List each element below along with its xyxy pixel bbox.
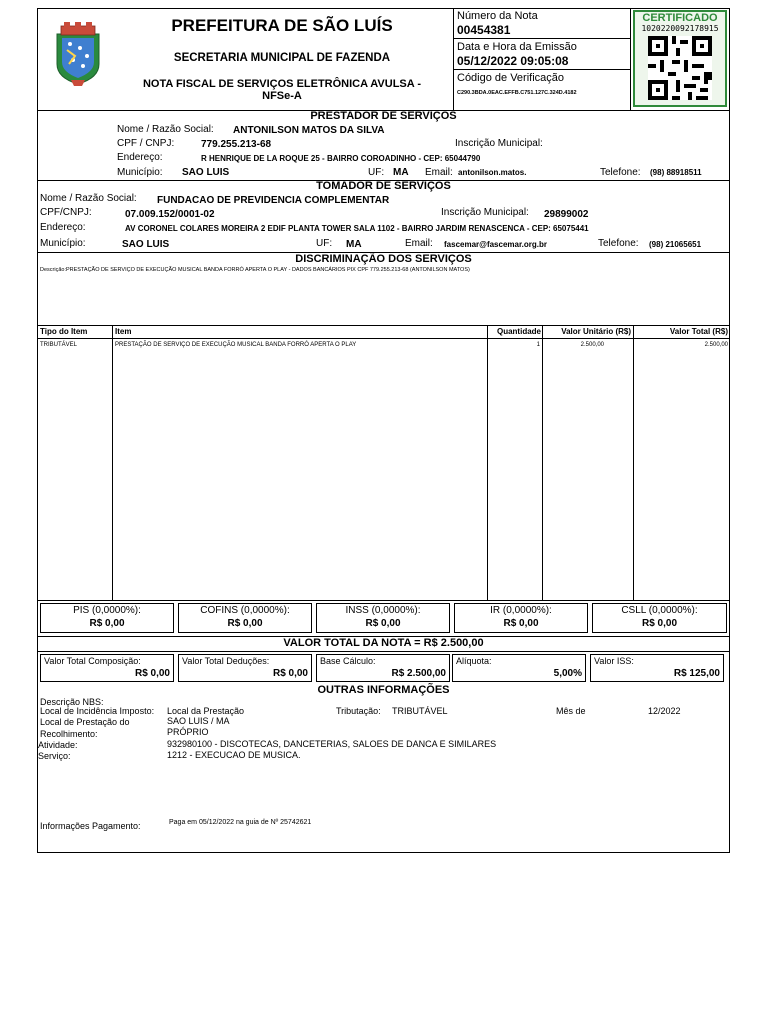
prestador-phone-label: Telefone: <box>600 167 641 178</box>
prestador-phone: (98) 88918511 <box>650 168 702 177</box>
prestador-uf: MA <box>393 167 409 178</box>
tomador-name-label: Nome / Razão Social: <box>40 193 137 204</box>
secretaria-name: SECRETARIA MUNICIPAL DE FAZENDA <box>173 52 391 64</box>
servico-value: 1212 - EXECUCAO DE MUSICA. <box>167 750 301 760</box>
discriminacao-section-title: DISCRIMINAÇÃO DOS SERVIÇOS <box>295 253 472 265</box>
total-value: R$ 2.500,00 <box>391 668 446 679</box>
mes-value: 12/2022 <box>648 706 681 716</box>
row-unitario: 2.500,00 <box>580 342 604 348</box>
verification-code-label: Código de Verificação <box>457 72 565 84</box>
tax-box-csll <box>592 603 727 633</box>
tributacao-value: TRIBUTÁVEL <box>392 706 448 716</box>
city-coat-of-arms <box>49 20 107 88</box>
tomador-cpf: 07.009.152/0001-02 <box>125 209 215 220</box>
incidencia-label: Local de Incidência Imposto: <box>40 706 155 716</box>
tomador-section-title: TOMADOR DE SERVIÇOS <box>316 180 451 192</box>
tomador-email-label: Email: <box>405 238 433 249</box>
prestador-cpf-label: CPF / CNPJ: <box>117 138 175 149</box>
col-header-quantidade: Quantidade <box>496 327 541 336</box>
tax-box-cofins <box>178 603 312 633</box>
prestador-address: R HENRIQUE DE LA ROQUE 25 - BAIRRO COROADINHO - CEP: 65044790 <box>201 154 481 163</box>
prestacao-value-2: PRÓPRIO <box>167 727 209 737</box>
tax-label: PIS (0,0000%): <box>73 605 141 616</box>
total-label: Base Cálculo: <box>320 656 376 666</box>
tomador-phone-label: Telefone: <box>598 238 639 249</box>
prestador-name-label: Nome / Razão Social: <box>117 124 214 135</box>
tomador-phone: (98) 21065651 <box>649 240 702 249</box>
prestador-city-label: Município: <box>117 167 163 178</box>
tax-label: INSS (0,0000%): <box>345 605 421 616</box>
total-label: Valor ISS: <box>594 656 634 666</box>
tomador-city-label: Município: <box>40 238 86 249</box>
tomador-cpf-label: CPF/CNPJ: <box>40 207 92 218</box>
invoice-total: VALOR TOTAL DA NOTA = R$ 2.500,00 <box>283 637 484 649</box>
tomador-city: SAO LUIS <box>122 239 170 250</box>
certificate-number: 1020220092178915 <box>641 24 719 33</box>
col-header-total: Valor Total (R$) <box>669 327 728 336</box>
city-title: PREFEITURA DE SÃO LUÍS <box>171 16 393 35</box>
tomador-email: fascemar@fascemar.org.br <box>444 240 547 249</box>
servico-label: Serviço: <box>38 751 71 761</box>
invoice-number: 00454381 <box>457 23 511 37</box>
tax-label: CSLL (0,0000%): <box>621 605 698 616</box>
pagamento-label: Informações Pagamento: <box>40 821 141 831</box>
pagamento-value: Paga em 05/12/2022 na guia de Nº 25742621 <box>169 819 312 826</box>
tributacao-label: Tributação: <box>336 706 381 716</box>
total-value: R$ 0,00 <box>134 668 170 679</box>
mes-label: Mês de <box>556 706 586 716</box>
tax-box-ir <box>454 603 588 633</box>
col-header-tipo: Tipo do Item <box>40 327 88 336</box>
tomador-uf-label: UF: <box>316 238 333 249</box>
prestador-city: SAO LUIS <box>182 167 230 178</box>
tax-box-inss <box>316 603 450 633</box>
tomador-address-label: Endereço: <box>40 222 86 233</box>
invoice-number-label: Número da Nota <box>457 10 538 22</box>
issue-date-label: Data e Hora da Emissão <box>457 41 577 53</box>
nbs-label: Descrição NBS: <box>40 697 104 707</box>
total-label: Alíquota: <box>456 656 492 666</box>
tax-value: R$ 0,00 <box>503 618 539 629</box>
total-box-aliquota <box>452 654 586 682</box>
total-value: R$ 125,00 <box>673 668 720 679</box>
total-value: 5,00% <box>553 668 582 679</box>
prestador-email-label: Email: <box>425 167 453 178</box>
row-item: PRESTAÇÃO DE SERVIÇO DE EXECUÇÃO MUSICAL BANDA FORRÓ APERTA O PLAY <box>115 342 357 348</box>
row-total: 2.500,00 <box>704 342 728 348</box>
prestacao-label-2: Recolhimento: <box>40 729 98 739</box>
col-header-unitario: Valor Unitário (R$) <box>561 327 631 336</box>
doc-type-line2: NFSe-A <box>262 90 302 102</box>
tomador-address: AV CORONEL COLARES MOREIRA 2 EDIF PLANTA TOWER SALA 1102 - BAIRRO JARDIM RENASCENCA - CEP: 65075441 <box>125 224 589 233</box>
tax-label: COFINS (0,0000%): <box>200 605 290 616</box>
tomador-name: FUNDACAO DE PREVIDENCIA COMPLEMENTAR <box>157 195 390 206</box>
qr-code-icon <box>648 36 712 100</box>
total-box-base <box>316 654 450 682</box>
tomador-insc-label: Inscrição Municipal: <box>441 207 529 218</box>
tax-value: R$ 0,00 <box>365 618 401 629</box>
prestacao-label-1: Local de Prestação do <box>40 717 130 727</box>
table-row <box>37 342 730 350</box>
certificate-title: CERTIFICADO <box>642 12 718 24</box>
total-box-iss <box>590 654 724 682</box>
total-label: Valor Total Composição: <box>44 656 141 666</box>
col-header-item: Item <box>115 327 132 336</box>
row-tipo: TRIBUTÁVEL <box>40 342 78 348</box>
total-value: R$ 0,00 <box>272 668 308 679</box>
prestador-uf-label: UF: <box>368 167 385 178</box>
tomador-uf: MA <box>346 239 362 250</box>
prestador-email: antonilson.matos. <box>458 168 527 177</box>
prestador-cpf: 779.255.213-68 <box>201 139 272 150</box>
row-quantidade: 1 <box>536 342 540 348</box>
total-label: Valor Total Deduções: <box>182 656 270 666</box>
total-box-composicao <box>40 654 174 682</box>
prestador-address-label: Endereço: <box>117 152 163 163</box>
issue-date: 05/12/2022 09:05:08 <box>457 54 569 68</box>
outras-section-title: OUTRAS INFORMAÇÕES <box>317 684 450 696</box>
atividade-label: Atividade: <box>38 740 78 750</box>
tax-value: R$ 0,00 <box>641 618 678 629</box>
verification-code: C290.3BDA.0EAC.EFFB.C751.127C.324D.4182 <box>457 90 577 96</box>
tax-box-pis <box>40 603 174 633</box>
tax-value: R$ 0,00 <box>227 618 263 629</box>
prestador-section-title: PRESTADOR DE SERVIÇOS <box>310 110 457 122</box>
prestador-insc-label: Inscrição Municipal: <box>455 138 543 149</box>
tax-label: IR (0,0000%): <box>490 605 552 616</box>
prestacao-value-1: SAO LUIS / MA <box>167 716 230 726</box>
doc-type-line1: NOTA FISCAL DE SERVIÇOS ELETRÔNICA AVULSA - <box>142 78 422 90</box>
atividade-value: 932980100 - DISCOTECAS, DANCETERIAS, SALOES DE DANCA E SIMILARES <box>167 739 497 749</box>
tax-value: R$ 0,00 <box>89 618 125 629</box>
prestador-name: ANTONILSON MATOS DA SILVA <box>233 125 385 136</box>
incidencia-value: Local da Prestação <box>167 706 245 716</box>
service-description: Descrição:PRESTAÇÃO DE SERVIÇO DE EXECUÇÃO MUSICAL BANDA FORRÓ APERTA O PLAY - DADOS BANCÁRIOS PIX CPF 779.255.213-68 (ANTONILSON MATOS) <box>40 267 470 273</box>
tomador-insc: 29899002 <box>544 209 589 220</box>
total-box-deducoes <box>178 654 312 682</box>
